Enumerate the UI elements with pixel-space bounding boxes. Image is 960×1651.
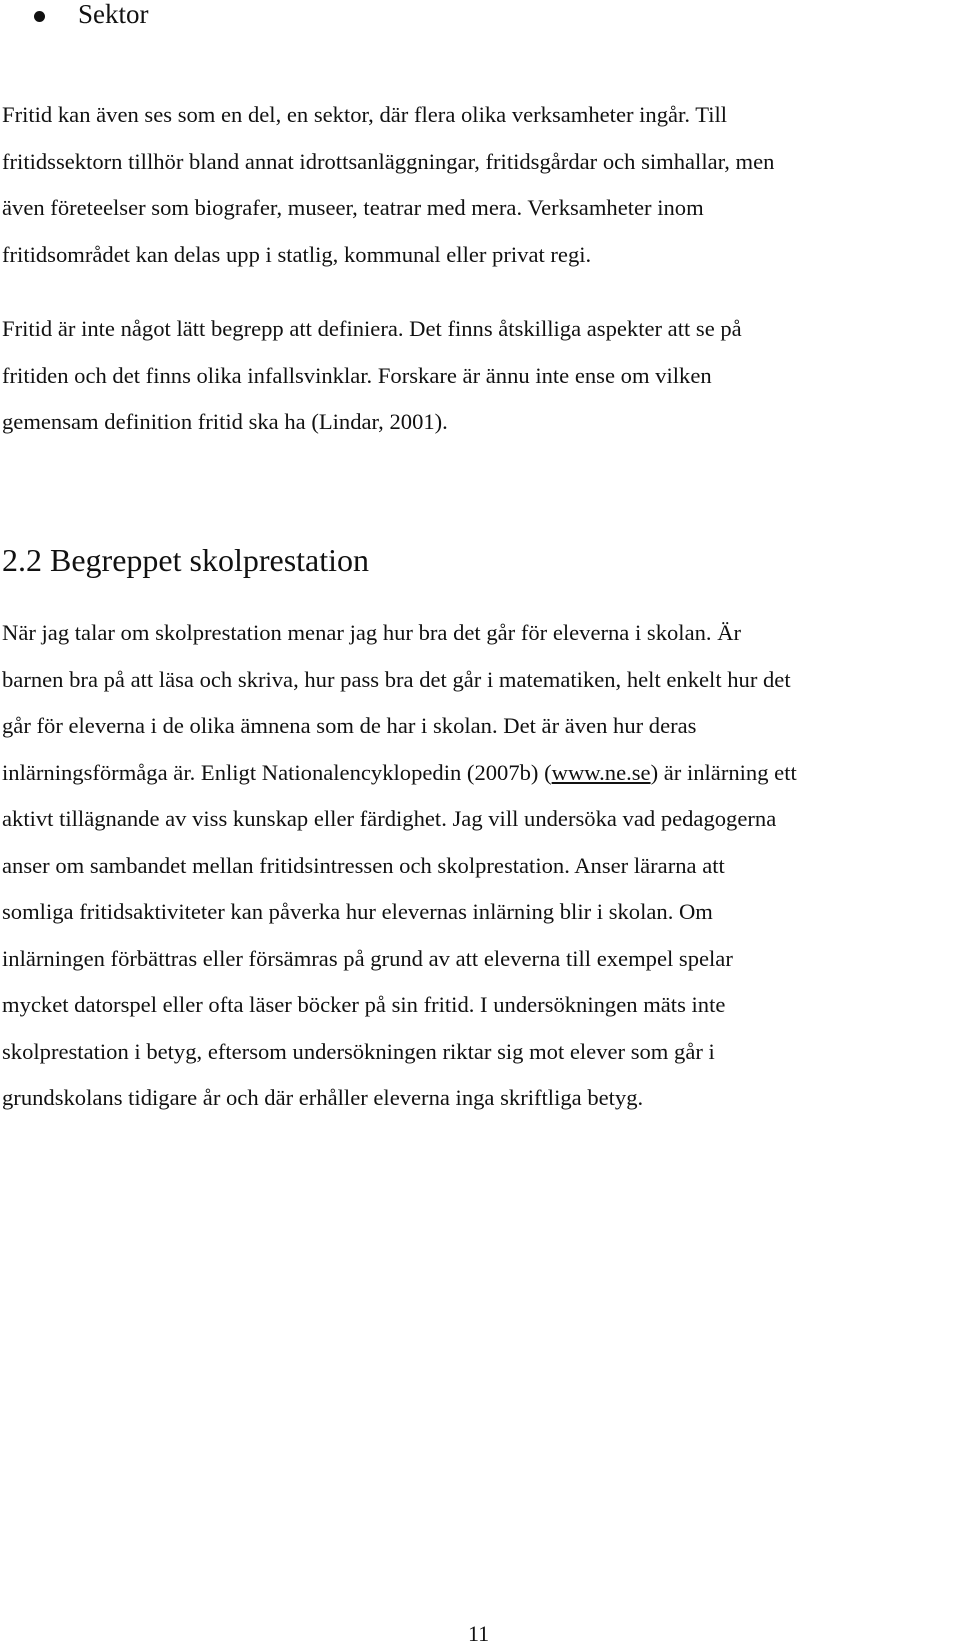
text-line: går för eleverna i de olika ämnena som de har i skolan. Det är även hur deras [2,713,697,738]
text-line: skolprestation i betyg, eftersom undersökningen riktar sig mot elever som går i [2,1038,715,1064]
text-line-with-link [2,750,960,797]
text-line: fritidsområdet kan delas upp i statlig, kommunal eller privat regi. [2,241,592,267]
text-line: barnen bra på att läsa och skriva, hur pass bra det går i matematiken, helt enkelt hur det [2,666,791,692]
text-line: fritidssektorn tillhör bland annat idrottsanläggningar, fritidsgårdar och simhallar, men [2,148,775,174]
bullet-label: Sektor [78,0,149,29]
text-line: Fritid kan även ses som en del, en sektor, där flera olika verksamheter ingår. Till [2,102,728,127]
text-segment: ) är inlärning ett [650,759,797,785]
text-line: somliga fritidsaktiviteter kan påverka hur elevernas inlärning blir i skolan. Om [2,899,713,924]
text-line: aktivt tillägnande av viss kunskap eller färdighet. Jag vill undersöka vad pedagogerna [2,806,777,831]
text-line: När jag talar om skolprestation menar jag hur bra det går för eleverna i skolan. Är [2,620,742,645]
text-line: anser om sambandet mellan fritidsintressen och skolprestation. Anser lärarna att [2,852,725,878]
page-number: 11 [468,1621,490,1646]
text-line: även företeelser som biografer, museer, teatrar med mera. Verksamheter inom [2,195,704,220]
paragraph-school-performance [2,610,960,1122]
text-line: gemensam definition fritid ska ha (Lindar, 2001). [2,409,448,434]
ne-se-link[interactable]: www.ne.se [551,759,651,785]
text-line: inlärningen förbättras eller försämras på grund av att eleverna till exempel spelar [2,945,733,971]
bullet-icon [34,11,45,22]
text-line: grundskolans tidigare år och där erhåller eleverna inga skriftliga betyg. [2,1085,644,1110]
bullet-list-item [0,0,600,34]
text-line: fritiden och det finns olika infallsvinklar. Forskare är ännu inte ense om vilken [2,362,712,388]
text-line: Fritid är inte något lätt begrepp att definiera. Det finns åtskilliga aspekter att se på [2,316,742,341]
section-heading: 2.2 Begreppet skolprestation [2,542,370,578]
text-line: mycket datorspel eller ofta läser böcker på sin fritid. I undersökningen mäts inte [2,992,726,1017]
paragraph-leisure-sector [2,92,960,278]
text-segment: inlärningsförmåga är. Enligt Nationalencyklopedin (2007b) ( [2,759,552,785]
paragraph-leisure-definition [2,306,960,446]
